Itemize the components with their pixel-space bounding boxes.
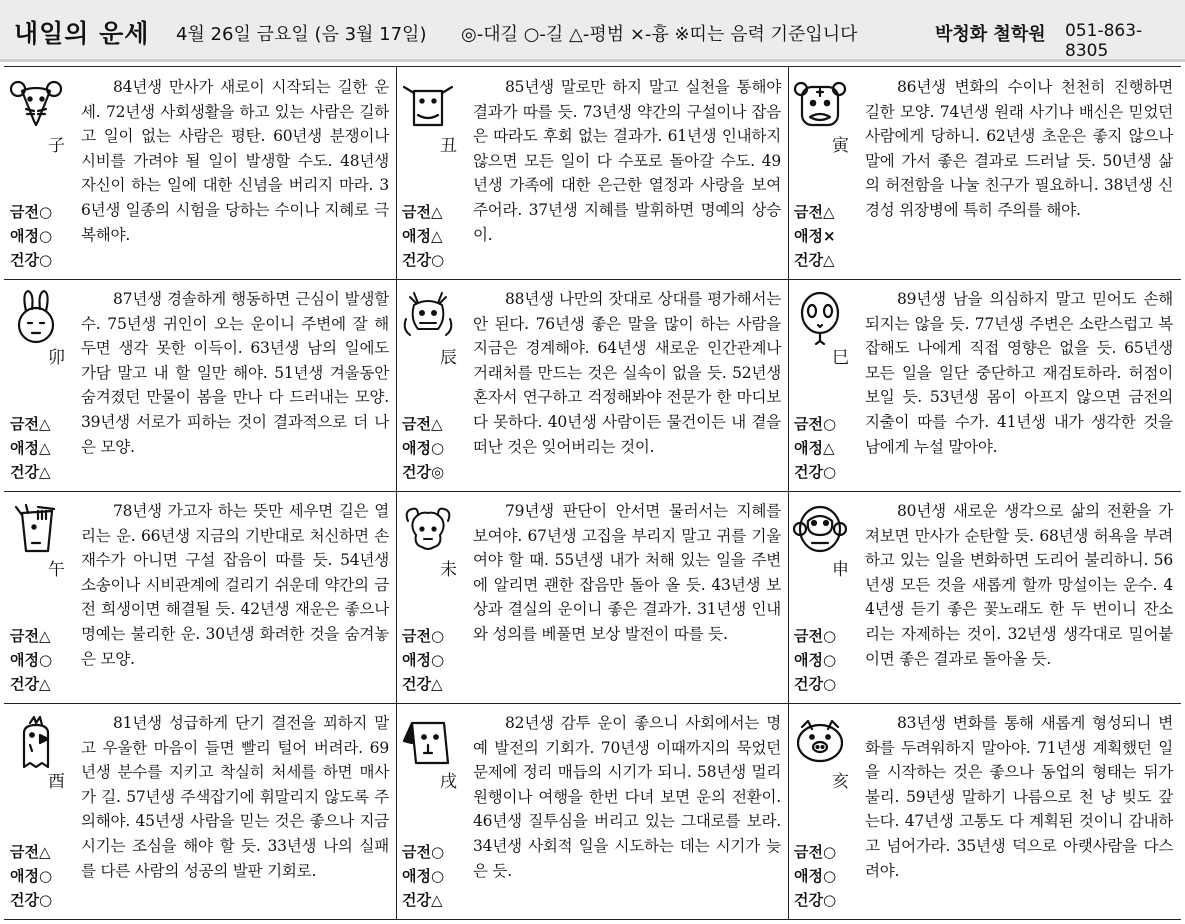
rating-money	[402, 840, 444, 864]
rating-value: ○	[430, 867, 445, 885]
rating-label: 금전	[794, 203, 823, 221]
rating-money	[10, 200, 52, 224]
rating-money	[794, 840, 836, 864]
zodiac-character: 午	[48, 560, 65, 580]
rating-label: 금전	[794, 415, 823, 433]
rating-label: 애정	[794, 227, 823, 245]
rating-money	[10, 840, 52, 864]
row-divider	[4, 491, 1181, 492]
rating-label: 금전	[10, 203, 39, 221]
ratings	[794, 624, 836, 696]
zodiac-character: 申	[832, 560, 849, 580]
rating-legend: ◎-대길 ○-길 △-평범 ×-흉 ※띠는 음력 기준입니다	[461, 24, 858, 45]
rating-label: 금전	[10, 415, 39, 433]
rating-label: 건강	[402, 891, 431, 909]
rating-label: 건강	[402, 463, 431, 481]
horse-icon	[8, 501, 64, 557]
fortune-cell	[396, 279, 788, 491]
rating-value: △	[38, 675, 51, 693]
rating-label: 애정	[402, 867, 431, 885]
rating-health	[10, 888, 52, 912]
rating-label: 금전	[794, 843, 823, 861]
rating-value: ○	[430, 439, 445, 457]
rating-value: ◎	[430, 463, 445, 481]
rating-value: △	[38, 843, 51, 861]
rating-value: △	[38, 463, 51, 481]
rating-money	[10, 624, 52, 648]
rating-label: 애정	[794, 439, 823, 457]
ratings	[10, 200, 52, 272]
rating-love	[10, 224, 52, 248]
rating-label: 애정	[794, 651, 823, 669]
rating-value: △	[38, 627, 51, 645]
rating-label: 애정	[402, 227, 431, 245]
rating-value: ○	[822, 675, 837, 693]
rating-health	[10, 248, 52, 272]
rating-value: ○	[38, 251, 53, 269]
zodiac-character: 丑	[440, 136, 457, 156]
ratings	[10, 840, 52, 912]
rating-label: 건강	[10, 675, 39, 693]
fortune-cell	[4, 67, 396, 279]
rating-label: 건강	[794, 891, 823, 909]
rating-love	[794, 436, 836, 460]
rating-love	[402, 224, 444, 248]
rating-label: 애정	[10, 227, 39, 245]
rating-love	[794, 864, 836, 888]
fortune-text: 79년생 판단이 안서면 물러서는 지혜를 보여야. 67년생 고집을 부리지 말고 귀를 기울여야 할 때. 55년생 내가 처해 있는 일을 주변에 알리면 괜한 잡음만 돌아 올 듯. 43년생 보상과 결실의 운이니 좋은 결과가. 31년생 인내와 성의를 베풀면 보상 발전이 따를 듯.	[473, 502, 781, 643]
rating-love	[10, 864, 52, 888]
rating-label: 금전	[402, 415, 431, 433]
rating-label: 금전	[402, 843, 431, 861]
rating-health	[10, 460, 51, 484]
zodiac-character: 未	[440, 560, 457, 580]
zodiac-character: 辰	[440, 348, 457, 368]
dragon-icon	[400, 289, 456, 345]
snake-icon	[792, 289, 848, 345]
fortune-cell	[788, 491, 1181, 703]
fortune-text: 81년생 성급하게 단기 결전을 꾀하지 말고 우울한 마음이 들면 빨리 털어 버려라. 69년생 분수를 지키고 착실히 처세를 하면 매사가 길. 57년생 주색잡기에 휘말리지 않도록 주의해야. 45년생 사람을 믿는 것은 좋으나 지금 시기는 조심을 해야 할 듯. 33년생 나의 실패를 다른 사람의 성공의 발판 기회로.	[81, 714, 389, 880]
ratings	[10, 412, 51, 484]
fortune-text: 84년생 만사가 새로이 시작되는 길한 운세. 72년생 사회생활을 하고 있는 사람은 길하고 일이 없는 사람은 평탄. 60년생 분쟁이나 시비를 가려야 될 일이 발생할 수도. 48년생 자신이 하는 일에 대한 신념을 버리지 마라. 36년생 일종의 시험을 당하는 수이나 지혜로 극복해야.	[81, 78, 389, 244]
rating-value: ○	[822, 415, 837, 433]
rating-value: △	[38, 439, 51, 457]
rating-love	[794, 224, 836, 248]
rooster-icon	[8, 713, 64, 769]
rating-label: 건강	[402, 251, 431, 269]
ratings	[402, 412, 444, 484]
monkey-icon	[792, 501, 848, 557]
rating-money	[402, 624, 444, 648]
rating-money	[794, 412, 836, 436]
fortune-cell	[788, 67, 1181, 279]
column-divider	[396, 67, 397, 919]
rating-value: ○	[430, 651, 445, 669]
brand-name: 박청화 철학원	[935, 24, 1046, 45]
rat-icon	[8, 77, 64, 133]
rabbit-icon	[8, 289, 64, 345]
rating-value: ○	[822, 463, 837, 481]
column-divider	[788, 67, 789, 919]
rating-label: 애정	[10, 651, 39, 669]
rating-health	[402, 460, 444, 484]
fortune-text: 80년생 새로운 생각으로 삶의 전환을 가져보면 만사가 순탄할 듯. 68년생 허욕을 부려 하고 있는 일을 변화하면 도리어 불리하니. 56년생 모든 것을 새롭게 할까 망설이는 운수. 44년생 듣기 좋은 꽃노래도 한 두 번이니 잔소리는 자제하는 것이. 32년생 생각대로 밀어붙이면 좋은 결과로 돌아올 듯.	[865, 502, 1173, 668]
rating-label: 건강	[794, 251, 823, 269]
fortune-text: 82년생 감투 운이 좋으니 사회에서는 명예 발전의 기회가. 70년생 이때까지의 묵었던 문제에 정리 매듭의 시기가 되니. 58년생 멀리 원행이나 여행을 한번 다녀 보면 운의 전환이. 46년생 질투심을 버리고 있는 그대로를 보라. 34년생 사회적 일을 시도하는 데는 시기가 늦은 듯.	[473, 714, 781, 880]
rating-value: ○	[430, 251, 445, 269]
rating-label: 애정	[10, 439, 39, 457]
rating-value: △	[430, 227, 443, 245]
fortune-cell	[4, 491, 396, 703]
rating-value: ○	[38, 891, 53, 909]
rating-value: ○	[38, 203, 53, 221]
rating-value: △	[822, 251, 835, 269]
rating-label: 애정	[10, 867, 39, 885]
fortune-cell	[396, 67, 788, 279]
rating-label: 건강	[794, 463, 823, 481]
rating-label: 애정	[402, 651, 431, 669]
fortune-text: 86년생 변화의 수이나 천천히 진행하면 길한 모양. 74년생 원래 사기나 배신은 믿었던 사람에게 당하니. 62년생 초운은 좋지 않으나 말에 가서 좋은 결과로 드러날 듯. 50년생 삶의 허전함을 나눌 친구가 필요하니. 38년생 신경성 위장병에 특히 주의를 해야.	[865, 78, 1173, 219]
rating-value: △	[38, 415, 51, 433]
rating-love	[402, 436, 444, 460]
rating-love	[10, 436, 51, 460]
rating-value: △	[430, 675, 443, 693]
fortune-cell	[396, 491, 788, 703]
pig-icon	[792, 713, 848, 769]
rating-label: 애정	[794, 867, 823, 885]
tiger-icon	[792, 77, 848, 133]
rating-love	[794, 648, 836, 672]
fortune-text: 88년생 나만의 잣대로 상대를 평가해서는 안 된다. 76년생 좋은 말을 많이 하는 사람을 지금은 경계해야. 64년생 새로운 인간관계나 거래처를 만드는 것은 실속이 없을 듯. 52년생 혼자서 연구하고 걱정해봐야 전문가 한 마디보다 못하다. 40년생 사람이든 물건이든 내 곁을 떠난 것은 잊어버리는 것이.	[473, 290, 781, 456]
fortune-cell	[788, 279, 1181, 491]
rating-label: 건강	[10, 891, 39, 909]
row-divider	[4, 703, 1181, 704]
rating-label: 건강	[10, 251, 39, 269]
rating-value: ○	[822, 843, 837, 861]
rating-value: ○	[38, 651, 53, 669]
rating-health	[794, 248, 836, 272]
dog-icon	[400, 713, 456, 769]
rating-money	[794, 624, 836, 648]
fortune-cell	[4, 279, 396, 491]
rating-value: △	[430, 891, 443, 909]
rating-label: 금전	[10, 627, 39, 645]
ratings	[402, 840, 444, 912]
sheep-icon	[400, 501, 456, 557]
rating-label: 애정	[402, 439, 431, 457]
rating-value: △	[430, 415, 443, 433]
zodiac-character: 卯	[48, 348, 65, 368]
fortune-text: 83년생 변화를 통해 새롭게 형성되니 변화를 두려워하지 말아야. 71년생 계획했던 일을 시작하는 것은 좋으나 동업의 형태는 뒤가 불리. 59년생 말하기 나름으로 천 냥 빚도 갚는다. 47년생 고통도 다 계획된 것이니 감내하고 넘어가라. 35년생 덕으로 아랫사람을 다스려야.	[865, 714, 1173, 880]
rating-love	[10, 648, 52, 672]
ratings	[794, 200, 836, 272]
fortune-text: 85년생 말로만 하지 말고 실천을 통해야 결과가 따를 듯. 73년생 약간의 구설이나 잡음은 따라도 후회 없는 결과가. 61년생 인내하지 않으면 모든 일이 다 수포로 돌아갈 수도. 49년생 가족에 대한 은근한 열정과 사랑을 보여주어라. 37년생 지혜를 발휘하면 명예의 상승이.	[473, 78, 781, 244]
rating-health	[402, 248, 444, 272]
rating-money	[402, 200, 444, 224]
fortune-cell	[396, 703, 788, 919]
rating-label: 금전	[794, 627, 823, 645]
rating-money	[794, 200, 836, 224]
zodiac-character: 戌	[440, 772, 457, 792]
date-label: 4월 26일 금요일 (음 3월 17일)	[176, 24, 427, 45]
rating-value: ○	[430, 627, 445, 645]
rating-label: 금전	[402, 627, 431, 645]
zodiac-character: 亥	[832, 772, 849, 792]
rating-value: ○	[822, 891, 837, 909]
rating-value: △	[430, 203, 443, 221]
ratings	[402, 624, 444, 696]
page-title: 내일의 운세	[14, 19, 150, 48]
rating-label: 건강	[10, 463, 39, 481]
rating-love	[402, 864, 444, 888]
rating-value: ○	[38, 867, 53, 885]
zodiac-character: 子	[48, 136, 65, 156]
zodiac-character: 巳	[832, 348, 849, 368]
rating-value: ○	[822, 627, 837, 645]
rating-value: ○	[822, 867, 837, 885]
rating-health	[794, 672, 836, 696]
rating-label: 금전	[10, 843, 39, 861]
page-header	[0, 0, 1185, 62]
rating-value: ○	[430, 843, 445, 861]
zodiac-character: 寅	[832, 136, 849, 156]
ratings	[794, 840, 836, 912]
rating-value: ×	[822, 227, 836, 245]
rating-label: 금전	[402, 203, 431, 221]
fortune-text: 78년생 가고자 하는 뜻만 세우면 길은 열리는 운. 66년생 지금의 기반대로 처신하면 손재수가 아니면 구설 잡음이 따를 듯. 54년생 소송이나 시비관계에 걸리기 쉬운데 약간의 금전 희생이면 해결될 듯. 42년생 재운은 좋으나 명예는 불리한 운. 30년생 화려한 것을 숨겨놓은 모양.	[81, 502, 389, 668]
rating-health	[402, 888, 444, 912]
rating-label: 건강	[794, 675, 823, 693]
fortune-cell	[788, 703, 1181, 919]
ox-icon	[400, 77, 456, 133]
ratings	[794, 412, 836, 484]
rating-value: ○	[38, 227, 53, 245]
fortune-cell	[4, 703, 396, 919]
phone-number: 051-863-8305	[1065, 21, 1143, 61]
rating-label: 건강	[402, 675, 431, 693]
fortune-grid	[4, 66, 1181, 920]
rating-health	[794, 888, 836, 912]
rating-health	[794, 460, 836, 484]
ratings	[402, 200, 444, 272]
rating-money	[10, 412, 51, 436]
rating-value: △	[822, 439, 835, 457]
ratings	[10, 624, 52, 696]
rating-money	[402, 412, 444, 436]
fortune-text: 87년생 경솔하게 행동하면 근심이 발생할 수. 75년생 귀인이 오는 운이니 주변에 잘 해 두면 생각 못한 이득이. 63년생 남의 일에도 가담 말고 내 할 일만 해야. 51년생 겨울동안 숨겨졌던 만물이 봄을 만나 다 드러내는 모양. 39년생 서로가 피하는 것이 결과적으로 더 나은 모양.	[81, 290, 389, 456]
zodiac-character: 酉	[48, 772, 65, 792]
rating-value: ○	[822, 651, 837, 669]
rating-love	[402, 648, 444, 672]
fortune-text: 89년생 남을 의심하지 말고 믿어도 손해되지는 않을 듯. 77년생 주변은 소란스럽고 복잡해도 나에게 직접 영향은 없을 듯. 65년생 모든 일을 일단 중단하고 재검토하라. 허점이 보일 듯. 53년생 몸이 아프지 않으면 금전의 지출이 따를 수가. 41년생 내가 생각한 것을 남에게 누설 말아야.	[865, 290, 1173, 456]
rating-health	[402, 672, 444, 696]
rating-value: △	[822, 203, 835, 221]
row-divider	[4, 279, 1181, 280]
rating-health	[10, 672, 52, 696]
